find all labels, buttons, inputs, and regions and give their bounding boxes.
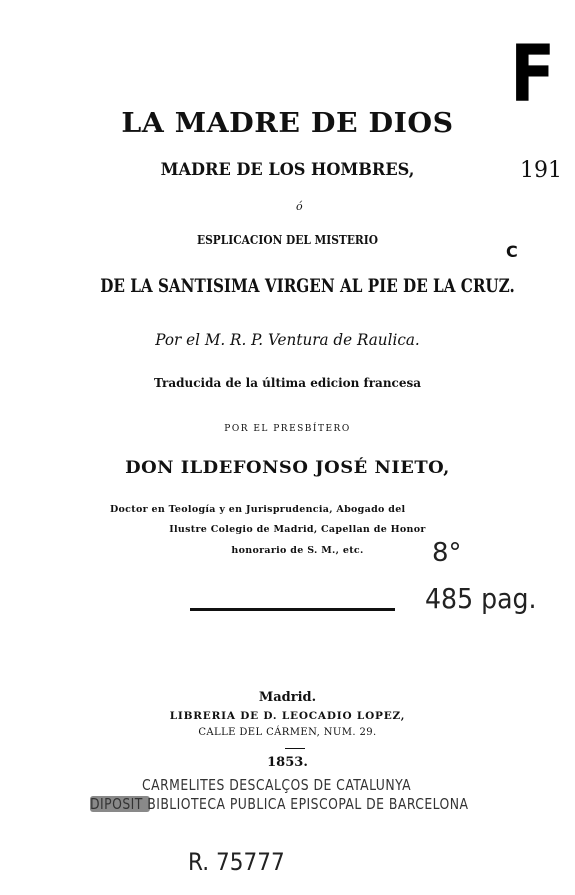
- book-title: LA MADRE DE DIOS: [121, 108, 454, 139]
- translation-note: Traducida de la última edicion francesa: [153, 376, 422, 390]
- divider-rule: [190, 608, 395, 611]
- translator-name: DON ILDEFONSO JOSÉ NIETO,: [125, 458, 450, 478]
- imprint-publisher: LIBRERIA DE D. LEOCADIO LOPEZ,: [169, 710, 406, 722]
- subtitle-3: DE LA SANTISIMA VIRGEN AL PIE DE LA CRUZ.: [100, 276, 515, 297]
- subtitle-1: MADRE DE LOS HOMBRES,: [160, 160, 415, 180]
- subtitle-2: ESPLICACION DEL MISTERIO: [197, 232, 378, 247]
- library-stamp-line-1: CARMELITES DESCALÇOS DE CATALUNYA: [142, 776, 412, 794]
- shelfmark-annotation: R. 75777: [188, 848, 285, 876]
- corner-letter-annotation: F: [510, 30, 556, 120]
- pages-annotation: 485 pag.: [425, 582, 537, 615]
- credentials-line-1: Doctor en Teología y en Jurisprudencia, Abogado del: [110, 504, 406, 515]
- credentials-line-2: Ilustre Colegio de Madrid, Capellan de Honor: [169, 524, 426, 535]
- credentials-line-3: honorario de S. M., etc.: [231, 545, 364, 556]
- imprint-rule: [285, 748, 305, 749]
- imprint-city: Madrid.: [258, 690, 317, 705]
- library-stamp-line-2: DIPOSIT BIBLIOTECA PUBLICA EPISCOPAL DE BARCELONA: [90, 795, 469, 813]
- catalog-number-annotation: 191: [520, 158, 562, 183]
- by-line: POR EL PRESBÍTERO: [224, 424, 351, 434]
- format-annotation: 8°: [432, 538, 462, 568]
- letter-annotation: C: [506, 242, 518, 261]
- imprint-address: CALLE DEL CÁRMEN, NUM. 29.: [198, 727, 377, 738]
- imprint-year: 1853.: [267, 755, 308, 770]
- author-line: Por el M. R. P. Ventura de Raulica.: [155, 330, 420, 349]
- connector-word: ó: [296, 200, 303, 213]
